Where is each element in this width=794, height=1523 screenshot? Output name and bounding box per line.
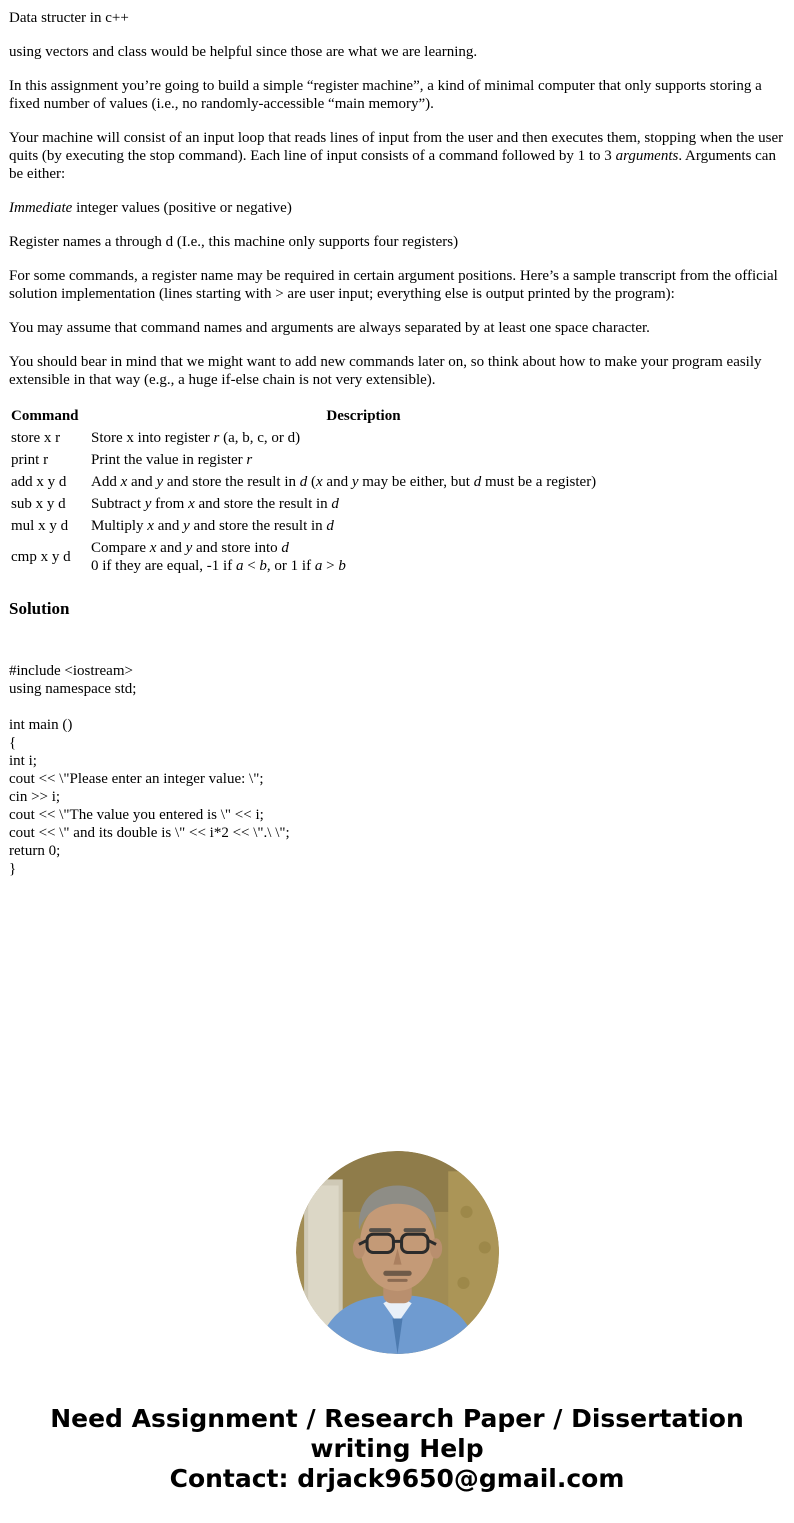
command-cell: sub x y d xyxy=(11,496,66,512)
footer xyxy=(9,1404,785,1494)
code-line: { xyxy=(9,735,17,751)
code-line: } xyxy=(9,861,17,877)
description-cell xyxy=(89,537,638,577)
footer-heading: Need Assignment / Research Paper / Dissertation writing Help xyxy=(50,1404,744,1463)
footer-contact-email: Contact: drjack9650@gmail.com xyxy=(169,1464,625,1493)
table-row xyxy=(9,493,638,515)
code-line: cout << \"The value you entered is \" << i; xyxy=(9,807,264,823)
tutor-photo xyxy=(296,1151,499,1354)
code-line xyxy=(9,698,785,716)
table-row xyxy=(9,427,638,449)
code-line: cin >> i; xyxy=(9,789,61,805)
description-cell: Subtract y from x and store the result in d xyxy=(91,496,339,512)
code-line: cout << \"Please enter an integer value: \"; xyxy=(9,771,264,787)
description-cell: Multiply x and y and store the result in d xyxy=(91,518,334,534)
code-line: #include <iostream> xyxy=(9,663,133,679)
command-table xyxy=(9,405,638,577)
paragraph: Data structer in c++ xyxy=(9,10,129,26)
command-column-header: Command xyxy=(11,408,79,424)
command-cell: store x r xyxy=(11,430,61,446)
table-header-row xyxy=(9,405,638,427)
paragraph: Immediate integer values (positive or negative) xyxy=(9,200,292,216)
paragraph: For some commands, a register name may be required in certain argument positions. Here’s a sample transcript from the official solution implementation (lines starting with > are user input; everything else is output printed by the program): xyxy=(9,268,778,302)
code-line: using namespace std; xyxy=(9,681,137,697)
avatar-container xyxy=(9,1151,785,1354)
code-line: cout << \" and its double is \" << i*2 << \".\ \"; xyxy=(9,825,290,841)
paragraph: Register names a through d (I.e., this machine only supports four registers) xyxy=(9,234,459,250)
code-line: int main () xyxy=(9,717,73,733)
solution-heading: Solution xyxy=(9,599,70,618)
code-line: return 0; xyxy=(9,843,61,859)
code-line: int i; xyxy=(9,753,37,769)
paragraph: You should bear in mind that we might want to add new commands later on, so think about how to make your program easily extensible in that way (e.g., a huge if-else chain is not very extensible). xyxy=(9,354,762,388)
description-cell: Add x and y and store the result in d (x and y may be either, but d must be a register) xyxy=(91,474,597,490)
command-cell: mul x y d xyxy=(11,518,69,534)
paragraph: using vectors and class would be helpful since those are what we are learning. xyxy=(9,44,478,60)
command-cell: cmp x y d xyxy=(11,549,71,565)
description-column-header: Description xyxy=(326,408,401,424)
command-cell: print r xyxy=(11,452,49,468)
code-block xyxy=(9,662,785,878)
description-cell: Print the value in register r xyxy=(91,452,253,468)
paragraph: In this assignment you’re going to build a simple “register machine”, a kind of minimal computer that only supports storing a fixed number of values (i.e., no randomly-accessible “main memory”). xyxy=(9,78,762,112)
table-row xyxy=(9,515,638,537)
table-row xyxy=(9,449,638,471)
table-row xyxy=(9,471,638,493)
description-line: 0 if they are equal, -1 if a < b, or 1 if a > b xyxy=(91,558,346,574)
paragraph: Your machine will consist of an input loop that reads lines of input from the user and then executes them, stopping when the user quits (by executing the stop command). Each line of input consists of a command followed by 1 to 3 arguments. Arguments can be either: xyxy=(9,130,784,182)
command-cell: add x y d xyxy=(11,474,67,490)
table-row xyxy=(9,537,638,577)
description-line: Compare x and y and store into d xyxy=(91,540,289,556)
description-cell: Store x into register r (a, b, c, or d) xyxy=(91,430,301,446)
paragraph: You may assume that command names and arguments are always separated by at least one space character. xyxy=(9,320,650,336)
